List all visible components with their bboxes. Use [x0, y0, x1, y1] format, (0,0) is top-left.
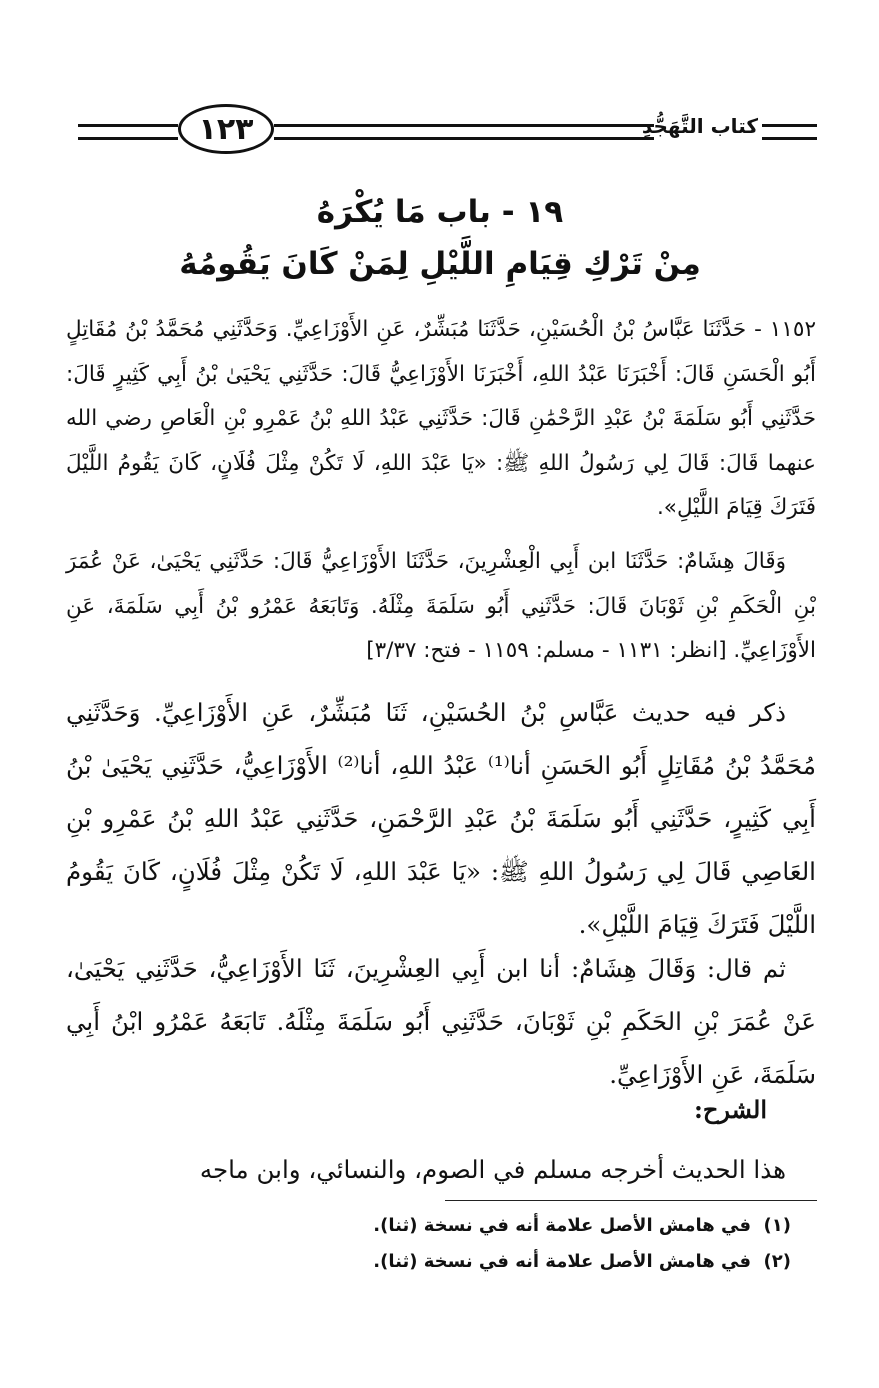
sharh-paragraph: [66, 1143, 816, 1196]
footnote-text: في هامش الأصل علامة أنه في نسخة (ثنا).: [373, 1251, 751, 1272]
hadith-main: ١١٥٢ - حَدَّثَنَا عَبَّاسُ بْنُ الْحُسَيْنِ، حَدَّثَنَا مُبَشِّرٌ، عَنِ الأَوْزَاعِيِّ. وَحَدَّثَنِي مُحَمَّدُ بْنُ مُقَاتِلٍ أَبُو الْحَسَنِ قَالَ: أَخْبَرَنَا عَبْدُ اللهِ، أَخْبَرَنَا الأَوْزَاعِيُّ قَالَ: حَدَّثَنِي يَحْيَىٰ بْنُ أَبِي كَثِيرٍ قَالَ: حَدَّثَنِي أَبُو سَلَمَةَ بْنُ عَبْدِ الرَّحْمَٰنِ قَالَ: حَدَّثَنِي عَبْدُ اللهِ بْنُ عَمْرِو بْنِ الْعَاصِ رضي الله عنهما قَالَ: قَالَ لِي رَسُولُ اللهِ ﷺ: «يَا عَبْدَ اللهِ، لَا تَكُنْ مِثْلَ فُلَانٍ، كَانَ يَقُومُ اللَّيْلَ فَتَرَكَ قِيَامَ اللَّيْلِ».: [66, 317, 816, 520]
footnote-number: (١): [763, 1215, 791, 1236]
hadith-second-paragraph: وَقَالَ هِشَامٌ: حَدَّثَنَا ابن أَبِي الْعِشْرِينَ، حَدَّثَنَا الأَوْزَاعِيُّ قَالَ: حَدَّثَنِي يَحْيَىٰ، عَنْ عُمَرَ بْنِ الْحَكَمِ بْنِ ثَوْبَانَ قَالَ: حَدَّثَنِي أَبُو سَلَمَةَ مِثْلَهُ. وَتَابَعَهُ عَمْرُو بْنُ أَبِي سَلَمَةَ، عَنِ الأَوْزَاعِيِّ. [انظر: ١١٣١ - مسلم: ١١٥٩ - فتح: ٣/٣٧]: [66, 549, 816, 663]
sharh-text: هذا الحديث أخرجه مسلم في الصوم، والنسائي، وابن ماجه: [199, 1155, 786, 1184]
commentary-paragraph-1: [66, 686, 816, 951]
footnote-separator: [445, 1200, 817, 1201]
chapter-heading-line2: مِنْ تَرْكِ قِيَامِ اللَّيْلِ لِمَنْ كَانَ يَقُومُهُ: [179, 246, 701, 282]
chapter-heading-line1: ١٩ - باب مَا يُكْرَهُ: [316, 194, 564, 230]
chapter-heading: [60, 186, 820, 290]
footnote-1: [373, 1215, 791, 1236]
header-rule-left: [78, 124, 178, 140]
running-header: [70, 96, 815, 166]
hadith-text-continued: [66, 540, 816, 674]
commentary-text-2: ثم قال: وَقَالَ هِشَامٌ: أنا ابن أَبِي العِشْرِينَ، ثَنَا الأَوْزَاعِيُّ، حَدَّثَنِي يَحْيَىٰ، عَنْ عُمَرَ بْنِ الحَكَمِ بْنِ ثَوْبَانَ، حَدَّثَنِي أَبُو سَلَمَةَ مِثْلَهُ. تَابَعَهُ عَمْرُو ابْنُ أَبِي سَلَمَةَ، عَنِ الأَوْزَاعِيِّ.: [66, 954, 816, 1089]
commentary-text-1: ذكر فيه حديث عَبَّاسِ بْنُ الحُسَيْنِ، ثَنَا مُبَشِّرٌ، عَنِ الأَوْزَاعِيِّ. وَحَدَّثَنِي مُحَمَّدُ بْنُ مُقَاتِلٍ أَبُو الحَسَنِ أنا⁽¹⁾ عَبْدُ اللهِ، أنا⁽²⁾ الأَوْزَاعِيُّ، حَدَّثَنِي يَحْيَىٰ بْنُ أَبِي كَثِيرٍ، حَدَّثَنِي أَبُو سَلَمَةَ بْنُ عَبْدِ الرَّحْمَنِ، حَدَّثَنِي عَبْدُ اللهِ بْنُ عَمْرِو بْنِ العَاصِي قَالَ لِي رَسُولُ اللهِ ﷺ: «يَا عَبْدَ اللهِ، لَا تَكُنْ مِثْلَ فُلَانٍ، كَانَ يَقُومُ اللَّيْلَ فَتَرَكَ قِيَامَ اللَّيْلِ».: [66, 698, 816, 939]
running-title: كتاب التَّهَجُّدِ: [641, 114, 758, 138]
hadith-text: [66, 308, 816, 531]
footnote-number: (٢): [763, 1251, 791, 1272]
commentary-paragraph-2: [66, 942, 816, 1101]
footnote-2: [373, 1251, 791, 1272]
page-number: ١٢٣: [178, 104, 274, 154]
header-rule-right: [762, 124, 817, 140]
sharh-heading: الشرح:: [694, 1095, 767, 1124]
header-rule-middle: [274, 124, 654, 140]
footnote-text: في هامش الأصل علامة أنه في نسخة (ثنا).: [373, 1215, 751, 1236]
